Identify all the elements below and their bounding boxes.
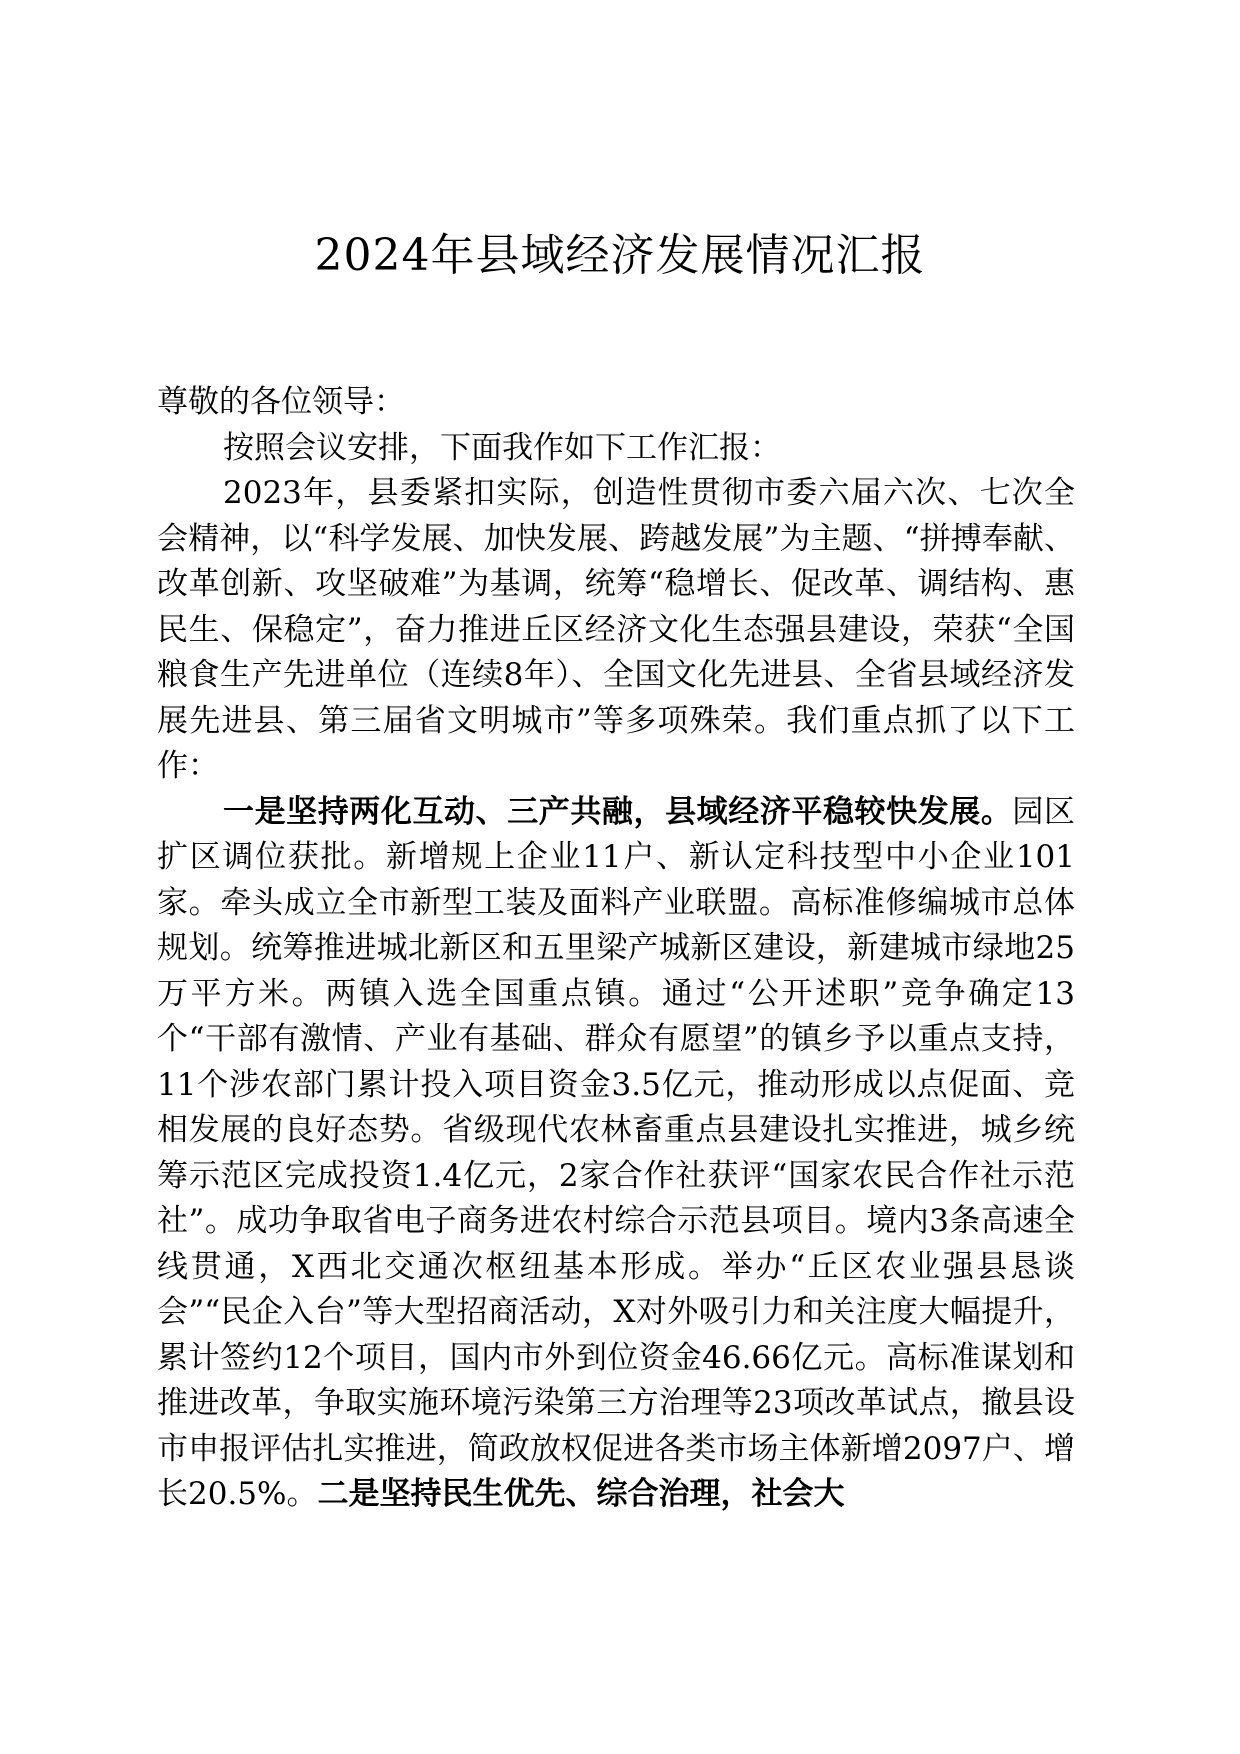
document-title: 2024年县域经济发展情况汇报	[314, 230, 926, 281]
section-one-heading: 一是坚持两化互动、三产共融，县域经济平稳较快发展。	[223, 793, 1013, 830]
salutation: 尊敬的各位领导：	[157, 384, 405, 420]
summary-paragraph: 2023年，县委紧扣实际，创造性贯彻市委六届六次、七次全会精神，以“科学发展、加快发展、跨越发展”为主题、“拼搏奉献、改革创新、攻坚破难”为基调，统筹“稳增长、促改革、调结构、惠民生、保稳定”，奋力推进丘区经济文化生态强县建设，荣获“全国粮食生产先进单位（连续8年）、全国文化先进县、全省县域经济发展先进县、第三届省文明城市”等多项殊荣。我们重点抓了以下工作：	[157, 475, 1075, 784]
document-body	[157, 380, 1075, 1518]
intro-paragraph: 按照会议安排，下面我作如下工作汇报：	[223, 429, 781, 466]
section-two-heading: 二是坚持民生优先、综合治理，社会大	[317, 1476, 845, 1512]
section-one-paragraph	[157, 790, 1075, 1518]
section-one-body: 园区扩区调位获批。新增规上企业11户、新认定科技型中小企业101家。牵头成立全市新型工装及面料产业联盟。高标准修编城市总体规划。统筹推进城北新区和五里梁产城新区建设，新建城市绿地25万平方米。两镇入选全国重点镇。通过“公开述职”竞争确定13个“干部有激情、产业有基础、群众有愿望”的镇乡予以重点支持，11个涉农部门累计投入项目资金3.5亿元，推动形成以点促面、竞相发展的良好态势。省级现代农林畜重点县建设扎实推进，城乡统筹示范区完成投资1.4亿元，2家合作社获评“国家农民合作社示范社”。成功争取省电子商务进农村综合示范县项目。境内3条高速全线贯通，X西北交通次枢纽基本形成。举办“丘区农业强县恳谈会”“民企入台”等大型招商活动，X对外吸引力和关注度大幅提升，累计签约12个项目，国内市外到位资金46.66亿元。高标准谋划和推进改革，争取实施环境污染第三方治理等23项改革试点，撤县设市申报评估扎实推进，简政放权促进各类市场主体新增2097户、增长20.5%。	[157, 793, 1075, 1512]
